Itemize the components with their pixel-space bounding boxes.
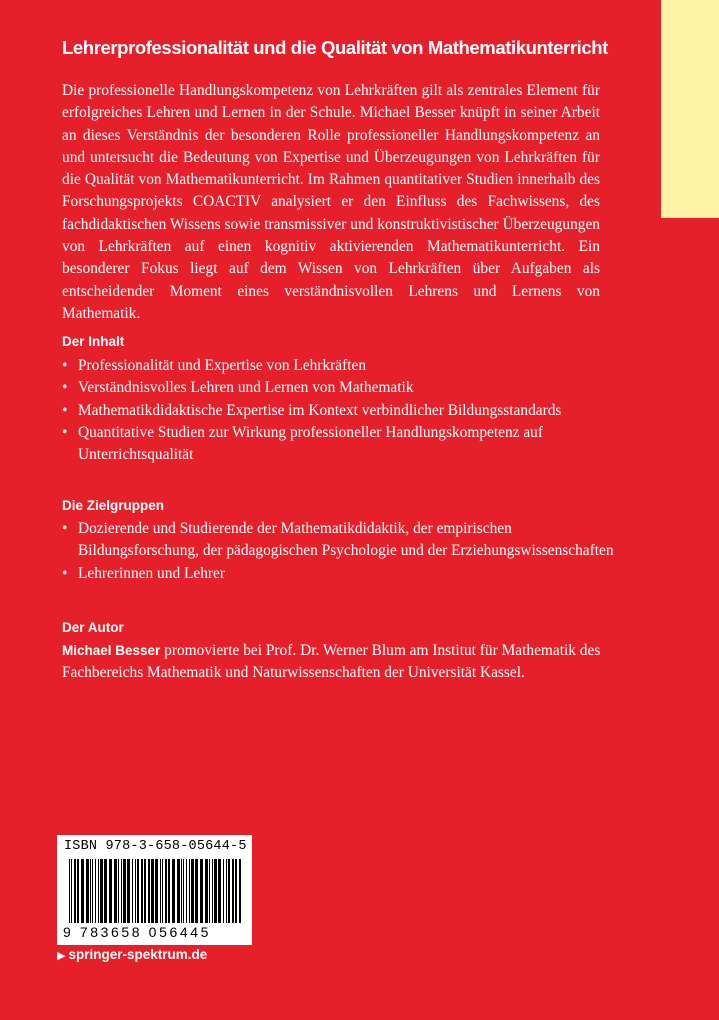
arrow-right-icon: ▶ [57, 950, 66, 962]
list-item: • Dozierende und Studierende der Mathematikdidaktik, der empirischen Bildungsforschung, der pädagogischen Psychologie und der Erziehungswissenschaften [62, 520, 614, 560]
list-item: • Professionalität und Expertise von Lehrkräften [62, 357, 367, 374]
list-item: • Verständnisvolles Lehren und Lernen von Mathematik [62, 379, 414, 397]
list-item: • Lehrerinnen und Lehrer [62, 564, 225, 582]
autor-heading: Der Autor [62, 620, 124, 635]
zielgruppen-heading: Die Zielgruppen [62, 498, 165, 513]
list-item: • Mathematikdidaktische Expertise im Kontext verbindlicher Bildungsstandards [62, 401, 562, 419]
barcode-digits: 9 783658 056445 [63, 924, 211, 940]
abstract-text: Die professionelle Handlungskompetenz von Lehrkräften gilt als zentrales Element für erfolgreiches Lehren und Lernen in der Schule. Michael Besser knüpft in seiner Arbeit an dieses Verständnis der besonderen Rolle professioneller Handlungskompetenz an und untersucht die Bedeutung von Expertise und Überzeugungen von Lehrkräften für die Qualität von Mathematikunterricht. Im Rahmen quantitativer Studien innerhalb des Forschungsprojekts COACTIV analysiert er den Einfluss des Fachwissens, des fachdidaktischen Wissens sowie transmissiver und konstruktivistischer Überzeugungen von Lehrkräften auf einen kognitiv aktivierenden Mathematikunterricht. Ein besonderer Fokus liegt auf dem Wissen von Lehrkräften über Aufgaben als entscheidender Moment eines verständnisvollen Lehrens und Lernens von Mathematik. [62, 82, 600, 322]
zielgruppen-list [62, 518, 622, 585]
author-name: Michael Besser [62, 643, 161, 658]
isbn-label: ISBN 978-3-658-05644-5 [64, 839, 247, 854]
barcode-bars [63, 859, 247, 923]
inhalt-heading: Der Inhalt [62, 334, 125, 349]
author-bio [62, 640, 662, 685]
author-bio-text: promovierte bei Prof. Dr. Werner Blum am Institut für Mathematik des Fachbereichs Mathematik und Naturwissenschaften der Universität Kassel. [62, 642, 601, 682]
website-label: springer-spektrum.de [68, 947, 208, 962]
isbn-barcode [57, 835, 252, 945]
yellow-color-tab [661, 0, 719, 218]
back-cover-title: Lehrerprofessionalität und die Qualität von Mathematikunterricht [62, 37, 608, 58]
list-item: • Quantitative Studien zur Wirkung professioneller Handlungskompetenz auf Unterrichtsqualität [62, 423, 543, 464]
inhalt-list [62, 355, 622, 466]
publisher-website[interactable] [57, 947, 207, 962]
